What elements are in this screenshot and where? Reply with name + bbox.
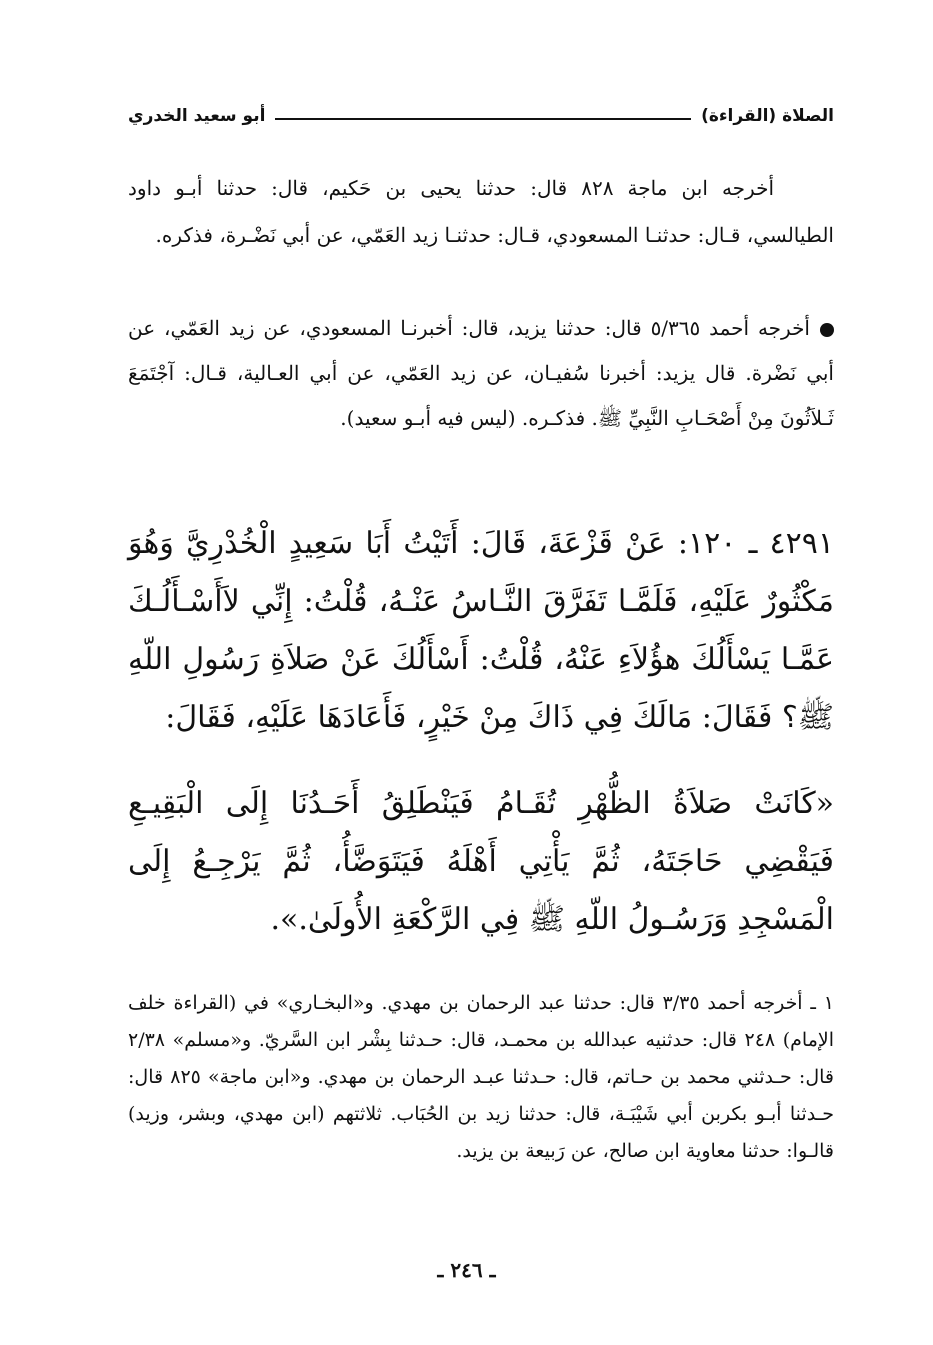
bullet-icon <box>820 323 834 337</box>
page-number: ـ ٢٤٦ ـ <box>437 1258 496 1282</box>
header-rule <box>275 118 691 120</box>
ahmad-reference-text: أخرجه أحمد ٥/٣٦٥ قال: حدثنا يزيد، قال: أخبرنـا المسعودي، عن زيد العَمّي، عن أبي نَضْرة. قال يزيد: أخبرنا سُفيـان، عن زيد العَمّي، عن أبي العـالية، قـال: آجْتَمَعَ ثَـلاَثُونَ مِنْ أَصْحَـابِ النَّبِيِّ ﷺ. فذكـره. (ليس فيه أبـو سعيد). <box>128 316 834 430</box>
hadith-intro: ٤٢٩١ ـ ١٢٠: عَنْ قَزْعَةَ، قَالَ: أَتَيْتُ أَبَا سَعِيدٍ الْخُدْرِيَّ وَهُوَ مَكْثُورٌ عَلَيْهِ، فَلَمَّـا تَفَرَّقَ النَّـاسُ عَنْـهُ، قُلْتُ: إِنِّي لاَأَسْـأَلُـكَ عَمَّـا يَسْأَلُكَ هؤُلاَءِ عَنْهُ، قُلْتُ: أَسْأَلُكَ عَنْ صَلاَةِ رَسُولِ اللّهِ ﷺ؟ فَقَالَ: مَالَكَ فِي ذَاكَ مِنْ خَيْرٍ، فَأَعَادَهَا عَلَيْهِ، فَقَالَ: <box>128 526 834 735</box>
running-header <box>128 100 834 132</box>
ahmad-reference <box>128 306 834 441</box>
ibn-majah-reference: أخرجه ابن ماجة ٨٢٨ قال: حدثنا يحيى بن حَكيم، قال: حدثنا أبـو داود الطيالسي، قـال: حدثنـا المسعودي، قـال: حدثنـا زيد العَمّي، عن أبي نَضْـرة، فذكره. <box>128 176 834 247</box>
chapter-title: الصلاة (القراءة) <box>701 106 834 126</box>
hadith-matn: «كَانَتْ صَلاَةُ الظُّهْرِ تُقَـامُ فَيَنْطَلِقُ أَحَـدُنَا إِلَى الْبَقِيـعِ فَيَقْضِي حَاجَتَهُ، ثُمَّ يَأْتِي أَهْلَهُ فَيَتَوَضَّأُ، ثُمَّ يَرْجِـعُ إِلَى الْمَسْجِدِ وَرَسُـولُ اللّهِ ﷺ فِي الرَّكْعَةِ الأُولَىٰ.». <box>128 786 834 937</box>
footnote: ١ ـ أخرجه أحمد ٣/٣٥ قال: حدثنا عبد الرحمان بن مهدي. و«البخـاري» في (القراءة خلف الإمام) ٢٤٨ قال: حدثنيه عبدالله بن محمـد، قال: حـدثنا بِشْر ابن السَّريّ. و«مسلم» ٢/٣٨ قال: حـدثني محمد بن حـاتم، قال: حـدثنا عبـد الرحمان بن مهدي. و«ابن ماجة» ٨٢٥ قال: حـدثنا أبـو بكربن أبي شَيْبَـة، قال: حدثنا زيد بن الحُبَاب. ثلاثتهم (ابن مهدي، وبشر، وزيد) قالـوا: حدثنا معاوية ابن صالح، عن رَبيعة بن يزيد. <box>128 992 835 1162</box>
narrator-name: أبو سعيد الخدري <box>128 106 266 126</box>
